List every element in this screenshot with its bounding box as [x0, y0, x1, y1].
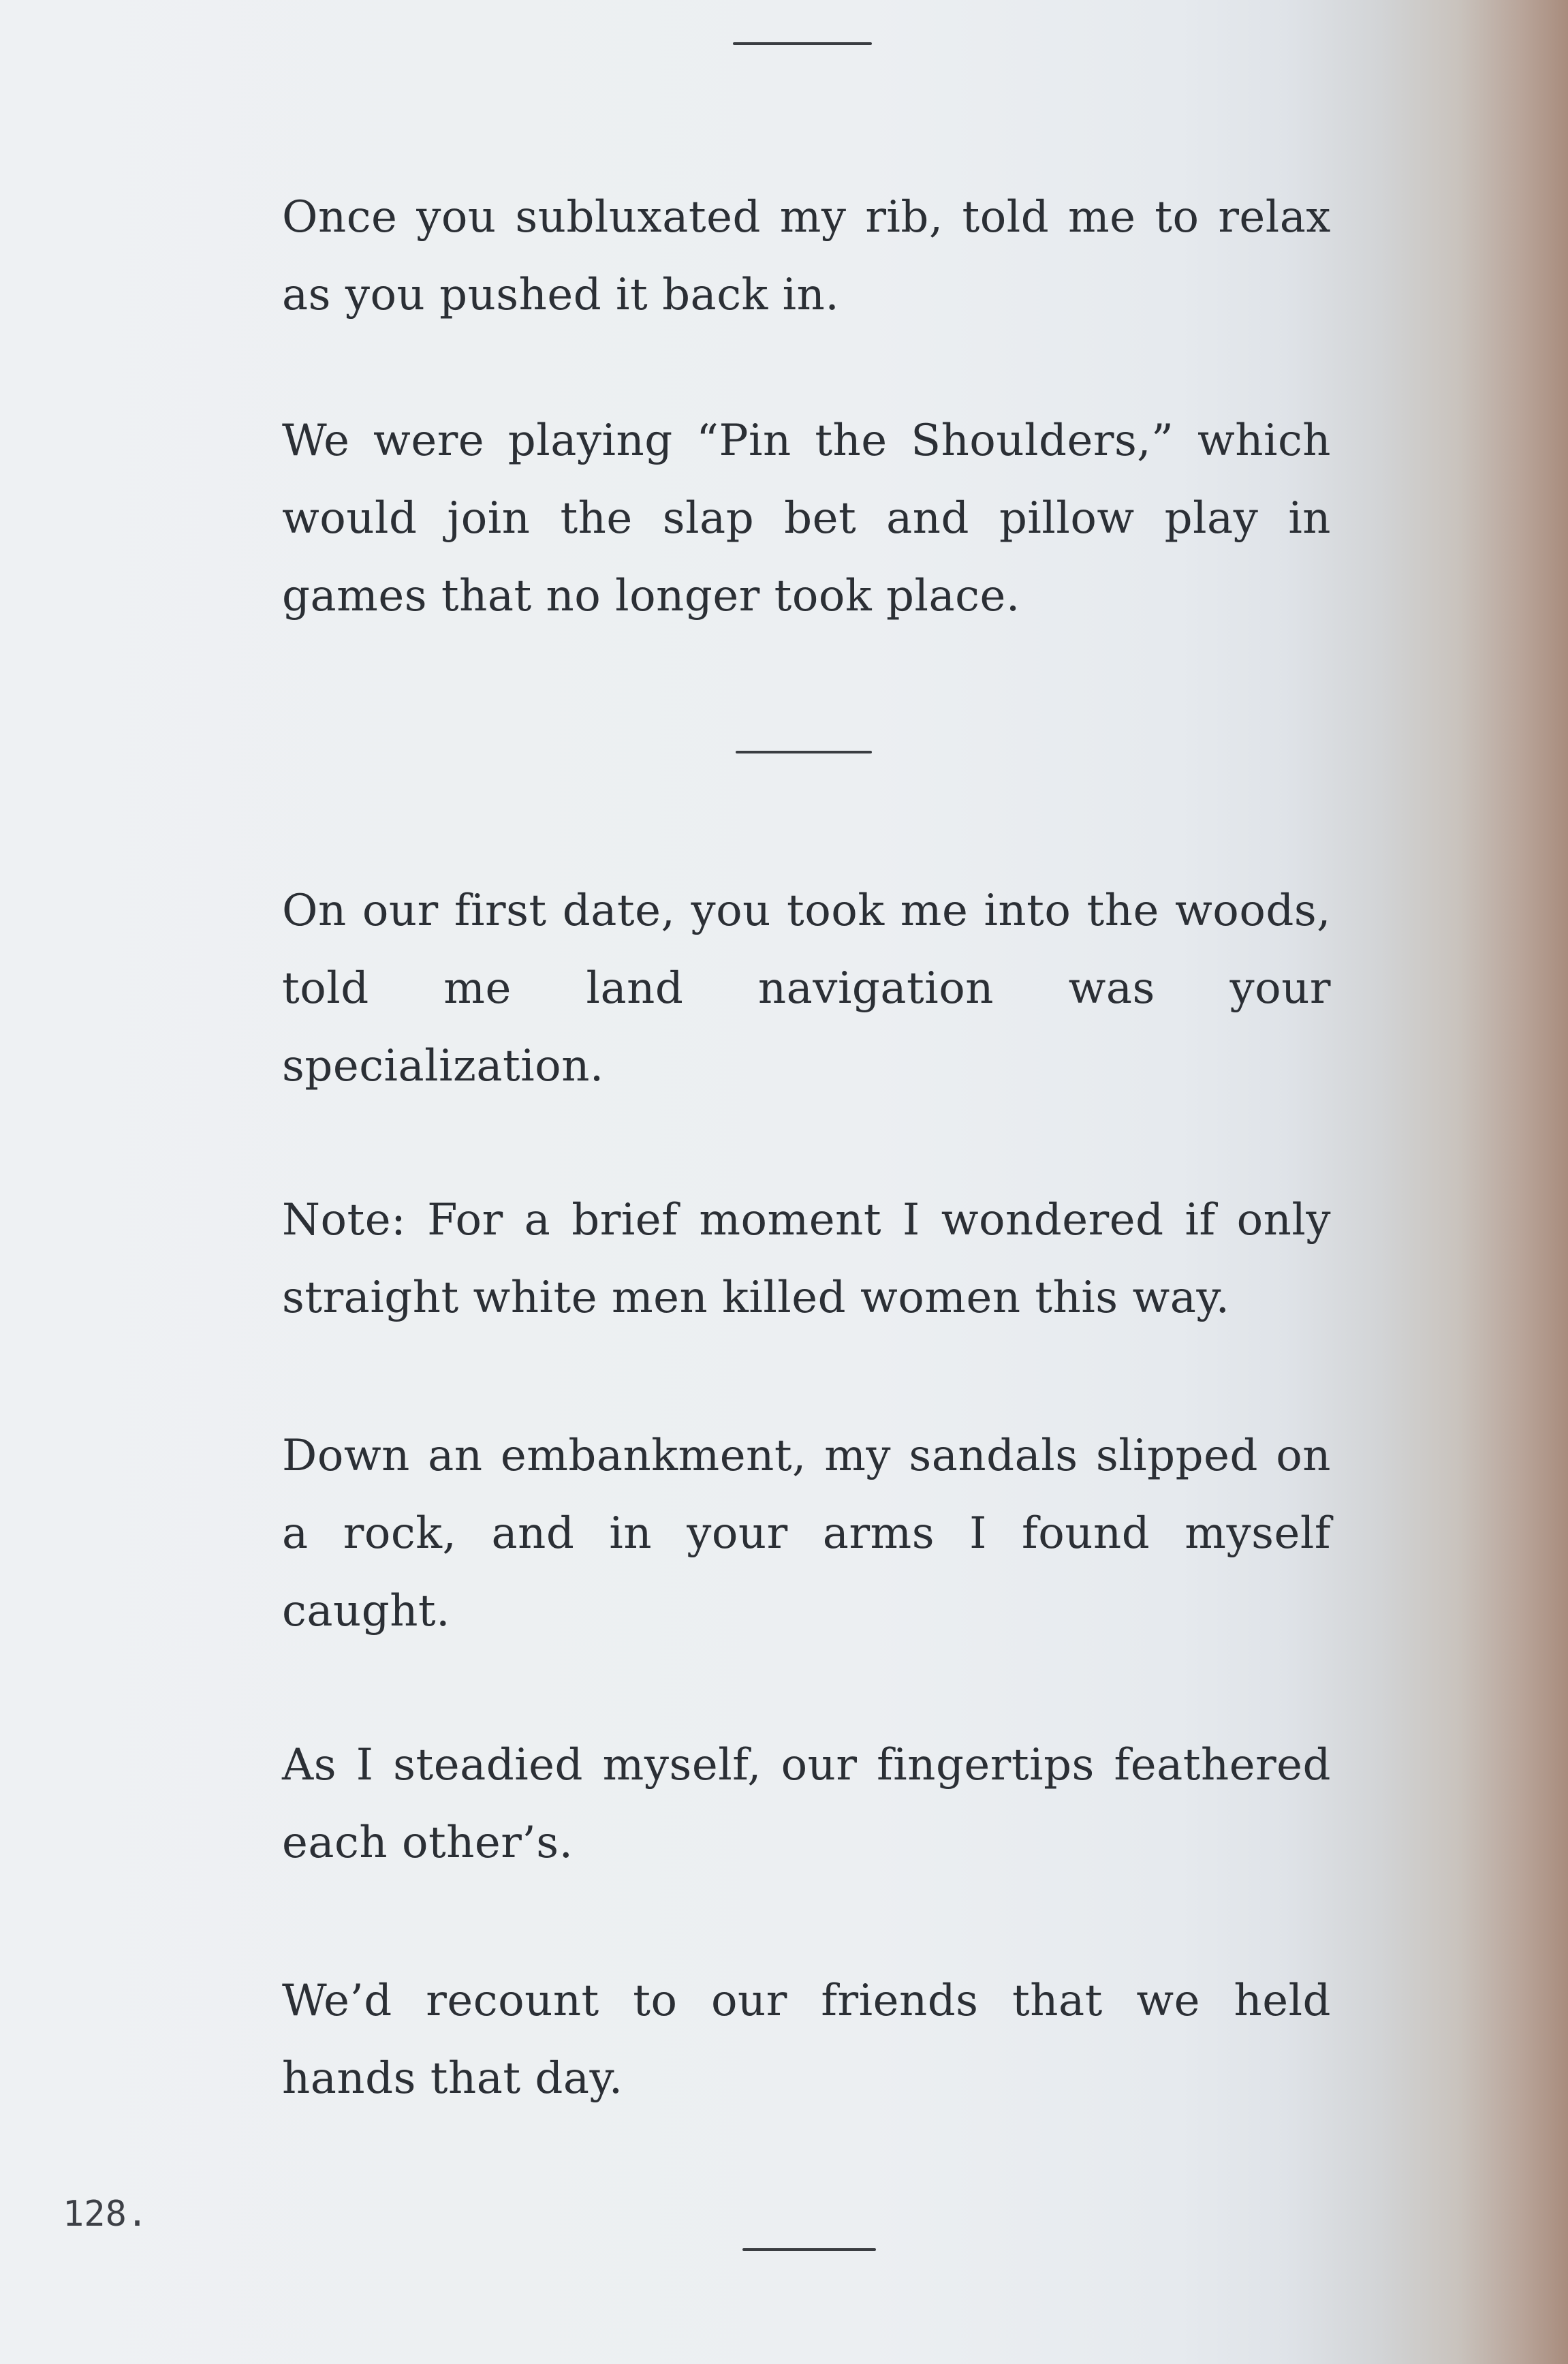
paragraph-2: We were playing “Pin the Shoulders,” which would join the slap bet and pillow play in games that no longer took place.	[282, 416, 1331, 621]
paragraph-6: As I steadied myself, our fingertips feathered each other’s.	[282, 1740, 1331, 1868]
paragraph-7: We’d recount to our friends that we held hands that day.	[282, 1976, 1331, 2104]
paragraph-4: Note: For a brief moment I wondered if only straight white men killed women this way.	[282, 1195, 1331, 1323]
section-divider-bottom	[742, 2248, 876, 2251]
paragraph-3: On our first date, you took me into the woods, told me land navigation was your specialization.	[282, 886, 1331, 1091]
paragraph-1: Once you subluxated my rib, told me to relax as you pushed it back in.	[282, 192, 1331, 320]
section-divider-middle	[736, 751, 872, 753]
page-number: 128.	[63, 2194, 148, 2235]
section-divider-top	[733, 42, 872, 45]
paragraph-5: Down an embankment, my sandals slipped on a rock, and in your arms I found myself caught.	[282, 1431, 1331, 1636]
